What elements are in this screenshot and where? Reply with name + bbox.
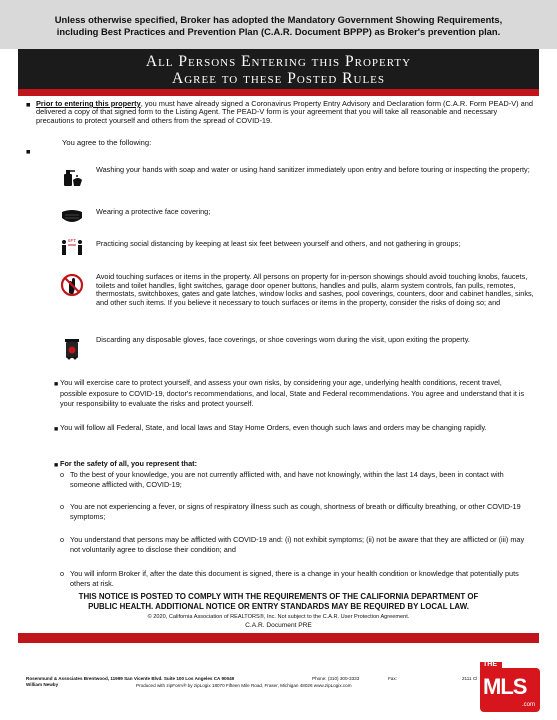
safety-item: o To the best of your knowledge, you are not currently afflicted with, and have not knowingly, within the last 14 days, been in contact with someone afflicted with, COVID-19; — [60, 470, 504, 490]
biohazard-bin-icon — [60, 336, 84, 360]
doc-code: C.A.R. Document PRE — [245, 622, 312, 629]
distance-label: 6FT — [67, 238, 77, 243]
logo-tm: .com — [522, 702, 536, 708]
footer-right: 2111 Cl — [462, 676, 478, 681]
logo-the: THE — [483, 661, 497, 668]
footer-agent: William Newby — [26, 682, 59, 687]
compliance-notice — [18, 592, 539, 612]
title-red-rule — [18, 89, 539, 96]
footer-phone: Phone: (310) 300-3333 — [312, 676, 360, 681]
footer-fax: Fax: — [388, 676, 397, 681]
copyright: © 2020, California Association of REALTORS®, Inc. Not subject to the C.A.R. User Protection Agreement. — [147, 614, 410, 620]
prior-paragraph — [36, 100, 536, 125]
social-distance-icon — [60, 235, 84, 259]
agree-intro: You agree to the following: — [62, 138, 152, 147]
title-line-2: Agree to these Posted Rules — [172, 70, 385, 87]
banner-line-1: Unless otherwise specified, Broker has adopted the Mandatory Government Showing Requirements, — [54, 14, 503, 25]
safety-item-text: You are not experiencing a fever, or signs of respiratory illness such as cough, shortness of breath or difficulty breathing, or other COVID-19 symptoms; — [70, 502, 521, 522]
safety-item: o You understand that persons may be afflicted with COVID-19 and: (i) not exhibit symptoms; (ii) not be aware that they are afflicted or (iii) may not voluntarily agree to disclose their condition; and — [60, 535, 525, 555]
mls-logo — [480, 662, 540, 714]
safety-item-text: You will inform Broker if, after the date this document is signed, there is a change in your health condition or knowledge that potentially puts others at risk. — [70, 569, 519, 589]
rule-text: Discarding any disposable gloves, face coverings, or shoe coverings worn during the visit, upon exiting the property. — [96, 335, 470, 344]
bullet: ■ — [54, 381, 59, 388]
safety-heading: For the safety of all, you represent that: — [60, 459, 198, 468]
rule-text: Wearing a protective face covering; — [96, 207, 211, 216]
prior-rest: , you must have already signed a Coronavirus Property Entry Advisory and Declaration form (C.A.R. Form PEAD-V) and delivered a copy of that signed form to the Listing Agent. The PEAD-V form is your agreement that you will take all reasonable and necessary precautions to protect yourself and others from the spread of COVID-19. — [36, 99, 533, 125]
rule-text: Washing your hands with soap and water or using hand sanitizer immediately upon entry and before touring or inspecting the property; — [96, 165, 530, 174]
rule-text: Avoid touching surfaces or items in the property. All persons on property for in-person showings should avoid touching knobs, faucets, toilets and toilet handles, light switches, garage door opener buttons, handles and pulls, alarm system controls, fan pulls, remotes, thermostats, switchboxes, gates and gate latches, window locks and sashes, pool coverings, counters, door and cabinet handles, sinks, and other such items. If you believe it necessary to touch surfaces or items in the property, consider the risks of doing so; and — [96, 272, 534, 307]
prior-lead: Prior to entering this property — [36, 99, 141, 108]
no-touch-icon — [60, 273, 84, 297]
top-banner — [0, 0, 557, 49]
safety-item-text: You understand that persons may be afflicted with COVID-19 and: (i) not exhibit symptoms; (ii) not be aware that they are afflicted or (iii) may not voluntarily agree to disclose their condition; and — [70, 535, 525, 555]
page-title — [18, 49, 539, 89]
rule-text: Practicing social distancing by keeping at least six feet between yourself and others, and not gathering in groups; — [96, 239, 461, 248]
footer-office: Rosenmund & Associates Brentwood, 11999 San Vicente Blvd. Suite 100 Los Angeles CA 90049 — [26, 676, 235, 681]
safety-item-text: To the best of your knowledge, you are not currently afflicted with, and have not knowingly, within the last 14 days, been in contact with someone afflicted with, COVID-19; — [70, 470, 504, 490]
notice-line-1: THIS NOTICE IS POSTED TO COMPLY WITH THE REQUIREMENTS OF THE CALIFORNIA DEPARTMENT OF — [78, 592, 479, 601]
footer-producer: Produced with zipForm® by zipLogix 18070 Fifteen Mile Road, Fraser, Michigan 48026 www.zipLogix.com — [136, 683, 352, 688]
title-line-1: All Persons Entering this Property — [145, 53, 412, 70]
hand-sanitizer-icon — [60, 166, 84, 190]
bullet: ■ — [26, 147, 31, 156]
logo-mls: MLS — [483, 674, 527, 699]
safety-item: o You are not experiencing a fever, or signs of respiratory illness such as cough, shortness of breath or difficulty breathing, or other COVID-19 symptoms; — [60, 502, 521, 522]
bottom-red-rule — [18, 633, 539, 643]
face-mask-icon — [60, 204, 84, 228]
banner-line-2: including Best Practices and Prevention Plan (C.A.R. Document BPPP) as Broker's prevention plan. — [56, 26, 501, 37]
laws-paragraph: You will follow all Federal, State, and local laws and Stay Home Orders, even though such laws and orders may be changing rapidly. — [60, 423, 487, 432]
care-paragraph: You will exercise care to protect yourself, and assess your own risks, by considering your age, underlying health conditions, recent travel, possible exposure to COVID-19, doctor's recommendations, and local, State and Federal recommendations. You agree and understand that it is your responsibility to evaluate the risks and protect yourself. — [60, 378, 525, 408]
notice-line-2: PUBLIC HEALTH. ADDITIONAL NOTICE OR ENTRY STANDARDS MAY BE REQUIRED BY LOCAL LAW. — [88, 602, 469, 611]
safety-item: o You will inform Broker if, after the date this document is signed, there is a change in your health condition or knowledge that potentially puts others at risk. — [60, 569, 519, 589]
bullet: ■ — [54, 426, 59, 433]
bullet: ■ — [54, 462, 59, 469]
bullet: ■ — [26, 100, 31, 109]
